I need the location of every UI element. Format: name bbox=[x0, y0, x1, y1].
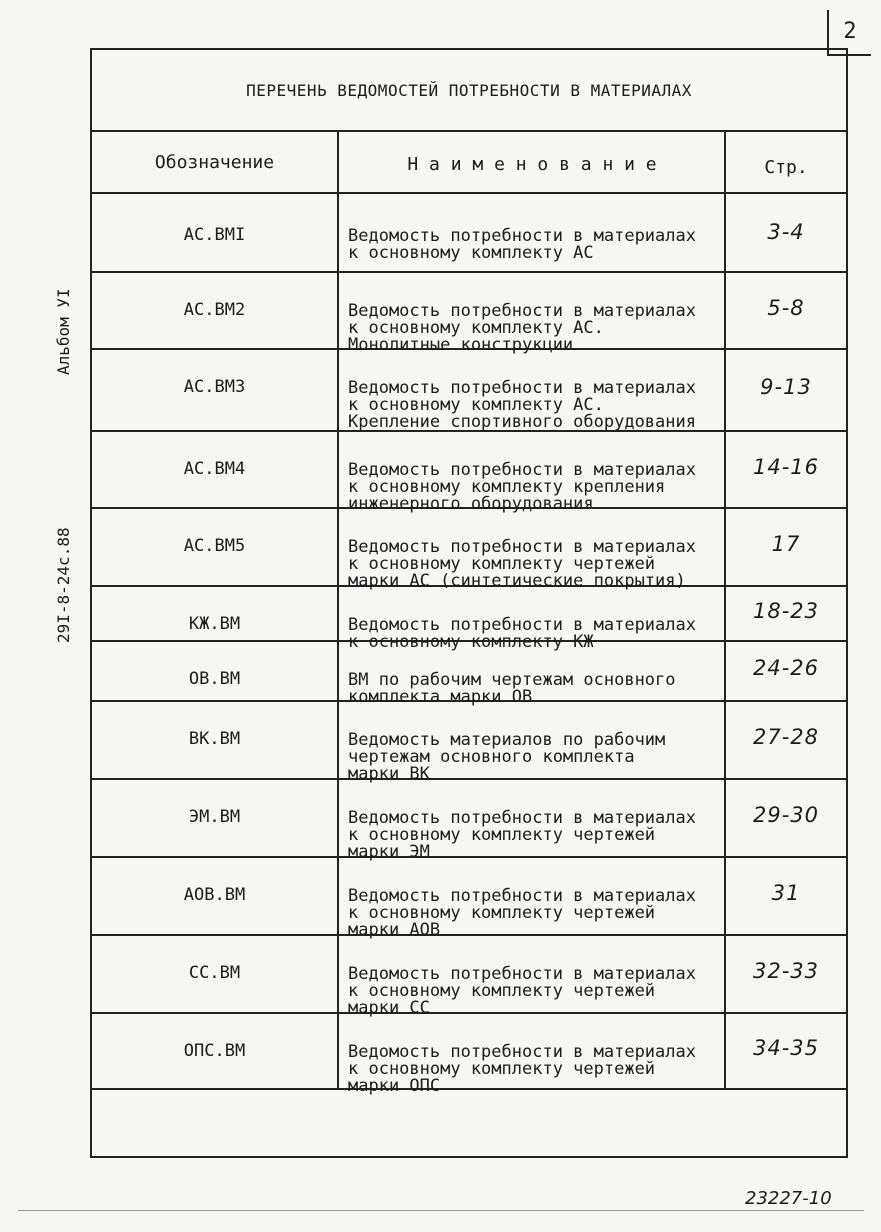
row-code: АС.ВМ4 bbox=[183, 459, 246, 479]
row-pages: 29-30 bbox=[752, 803, 820, 827]
row-name: Ведомость потребности в материалах к основному комплекту чертежей марки ОПС bbox=[348, 1042, 696, 1096]
page-edge-line bbox=[18, 1210, 864, 1211]
row-name: Ведомость потребности в материалах к основному комплекту АС. Монолитные конструкции bbox=[348, 301, 696, 355]
header-pages: Стр. bbox=[764, 157, 808, 178]
row-code: АС.ВМ2 bbox=[183, 300, 246, 320]
footer-number: 23227-10 bbox=[745, 1188, 832, 1209]
album-label: Альбом УI bbox=[54, 288, 73, 375]
row-code: СС.ВМ bbox=[188, 963, 241, 983]
row-name: Ведомость потребности в материалах к основному комплекту чертежей марки СС bbox=[348, 964, 696, 1018]
row-name: Ведомость потребности в материалах к основному комплекту чертежей марки АС (синтетические покрытия) bbox=[348, 537, 696, 591]
row-code: ВК.ВМ bbox=[188, 729, 241, 749]
row-pages: 31 bbox=[771, 881, 801, 905]
header-name: Н а и м е н о в а н и е bbox=[407, 154, 657, 175]
row-divider bbox=[92, 271, 846, 273]
project-code-label: 29I-8-24с.88 bbox=[54, 527, 73, 643]
row-name: ВМ по рабочим чертежам основного комплекта марки ОВ bbox=[348, 670, 676, 707]
row-name: Ведомость потребности в материалах к основному комплекту АС. Крепление спортивного оборудования bbox=[348, 378, 696, 432]
page-number: 2 bbox=[827, 10, 871, 56]
row-pages: 14-16 bbox=[752, 455, 820, 479]
row-name: Ведомость потребности в материалах к основному комплекту чертежей марки АОВ bbox=[348, 886, 696, 940]
row-code: АС.ВМ3 bbox=[183, 377, 246, 397]
row-pages: 27-28 bbox=[752, 725, 820, 749]
row-code: КЖ.ВМ bbox=[188, 614, 241, 634]
row-name: Ведомость материалов по рабочим чертежам основного комплекта марки ВК bbox=[348, 730, 666, 784]
row-code: ОПС.ВМ bbox=[183, 1041, 246, 1061]
row-pages: 24-26 bbox=[752, 656, 820, 680]
row-pages: 34-35 bbox=[752, 1036, 820, 1060]
column-divider-code bbox=[337, 131, 339, 1088]
row-code: ОВ.ВМ bbox=[188, 669, 241, 689]
row-code: ЭМ.ВМ bbox=[188, 807, 241, 827]
row-name: Ведомость потребности в материалах к основному комплекту крепления инженерного оборудования bbox=[348, 460, 696, 514]
row-code: АС.ВМ5 bbox=[183, 536, 246, 556]
title-divider bbox=[92, 130, 846, 132]
row-name: Ведомость потребности в материалах к основному комплекту АС bbox=[348, 226, 696, 263]
header-divider bbox=[92, 192, 846, 194]
row-pages: 17 bbox=[771, 532, 801, 556]
row-pages: 9-13 bbox=[760, 375, 812, 399]
row-pages: 3-4 bbox=[767, 220, 805, 244]
row-name: Ведомость потребности в материалах к основному комплекту чертежей марки ЭМ bbox=[348, 808, 696, 862]
row-code: АОВ.ВМ bbox=[183, 885, 246, 905]
row-code: АС.ВМI bbox=[183, 225, 246, 245]
row-name: Ведомость потребности в материалах к основному комплекту КЖ bbox=[348, 615, 696, 652]
document-title: ПЕРЕЧЕНЬ ВЕДОМОСТЕЙ ПОТРЕБНОСТИ В МАТЕРИАЛАХ bbox=[246, 80, 692, 100]
row-pages: 5-8 bbox=[767, 296, 805, 320]
row-pages: 18-23 bbox=[752, 599, 820, 623]
row-pages: 32-33 bbox=[752, 959, 820, 983]
header-code: Обозначение bbox=[154, 152, 275, 173]
